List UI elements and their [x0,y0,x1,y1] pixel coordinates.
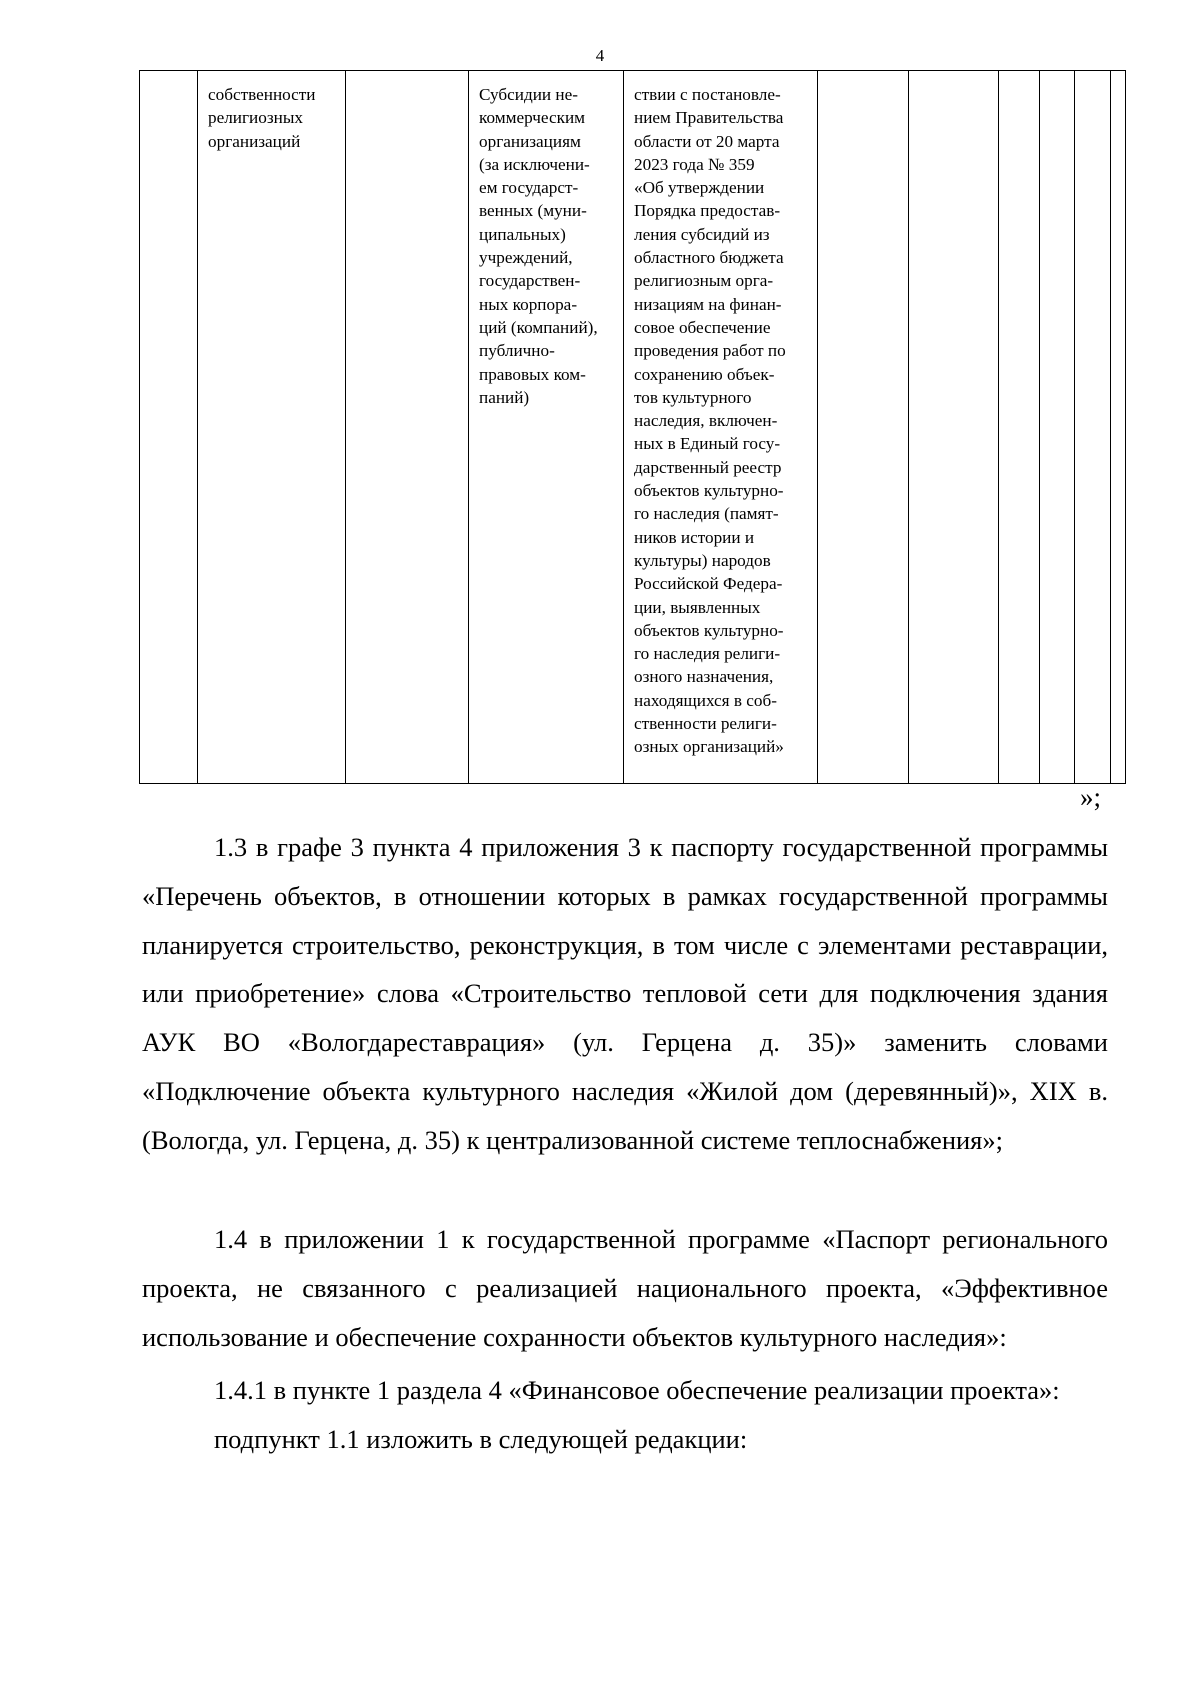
table-cell-8 [999,71,1040,784]
table-cell-7 [909,71,999,784]
paragraph-1-4-1: 1.4.1 в пункте 1 раздела 4 «Финансовое обеспечение реализации проекта»: [214,1375,1060,1405]
table-row [140,71,1126,784]
paragraph-1-4: 1.4 в приложении 1 к государственной программе «Паспорт регионального проекта, не связанного с реализацией национального проекта, «Эффективное использование и обеспечение сохранности объектов культурного наследия»: [142,1224,1108,1352]
page-number: 4 [595,46,605,65]
continuation-table [139,70,1126,784]
closing-quote: »; [1080,782,1102,812]
table-cell-1 [140,71,198,784]
table-cell-10 [1075,71,1111,784]
table-cell-11 [1111,71,1126,784]
table-cell-9 [1040,71,1075,784]
table-cell-3 [346,71,469,784]
table-cell-6 [818,71,909,784]
table-cell-resolution: ствии с постановле- нием Правительства области от 20 марта 2023 года № 359 «Об утверждении Порядка предостав- ления субсидий из областного бюджета религиозным орга- низациям на финан- совое обеспечение проведения работ по сохранению объек- тов культурного наследия, включен- ных в Единый госу- дарственный реестр объектов культурно- го наследия (памят- ников истории и культуры) народов Российской Федера- ции, выявленных объектов культурно- го наследия религи- озного назначения, находящихся в соб- ственности религи- озных организаций» [624,71,818,784]
paragraph-subpoint-1-1: подпункт 1.1 изложить в следующей редакции: [214,1424,748,1454]
paragraph-1-3: 1.3 в графе 3 пункта 4 приложения 3 к паспорту государственной программы «Перечень объектов, в отношении которых в рамках государственной программы планируется строительство, реконструкция, в том числе с элементами реставрации, или приобретение» слова «Строительство тепловой сети для подключения здания АУК ВО «Вологдареставрация» (ул. Герцена д. 35)» заменить словами «Подключение объекта культурного наследия «Жилой дом (деревянный)», XIX в. (Вологда, ул. Герцена, д. 35) к централизованной системе теплоснабжения»; [142,832,1108,1155]
table-cell-ownership: собственности религиозных организаций [198,71,346,784]
table-cell-subsidies: Субсидии не- коммерческим организациям (за исключени- ем государст- венных (муни- ципальных) учреждений, государствен- ных корпора- ций (компаний), публично- правовых ком- паний) [469,71,624,784]
